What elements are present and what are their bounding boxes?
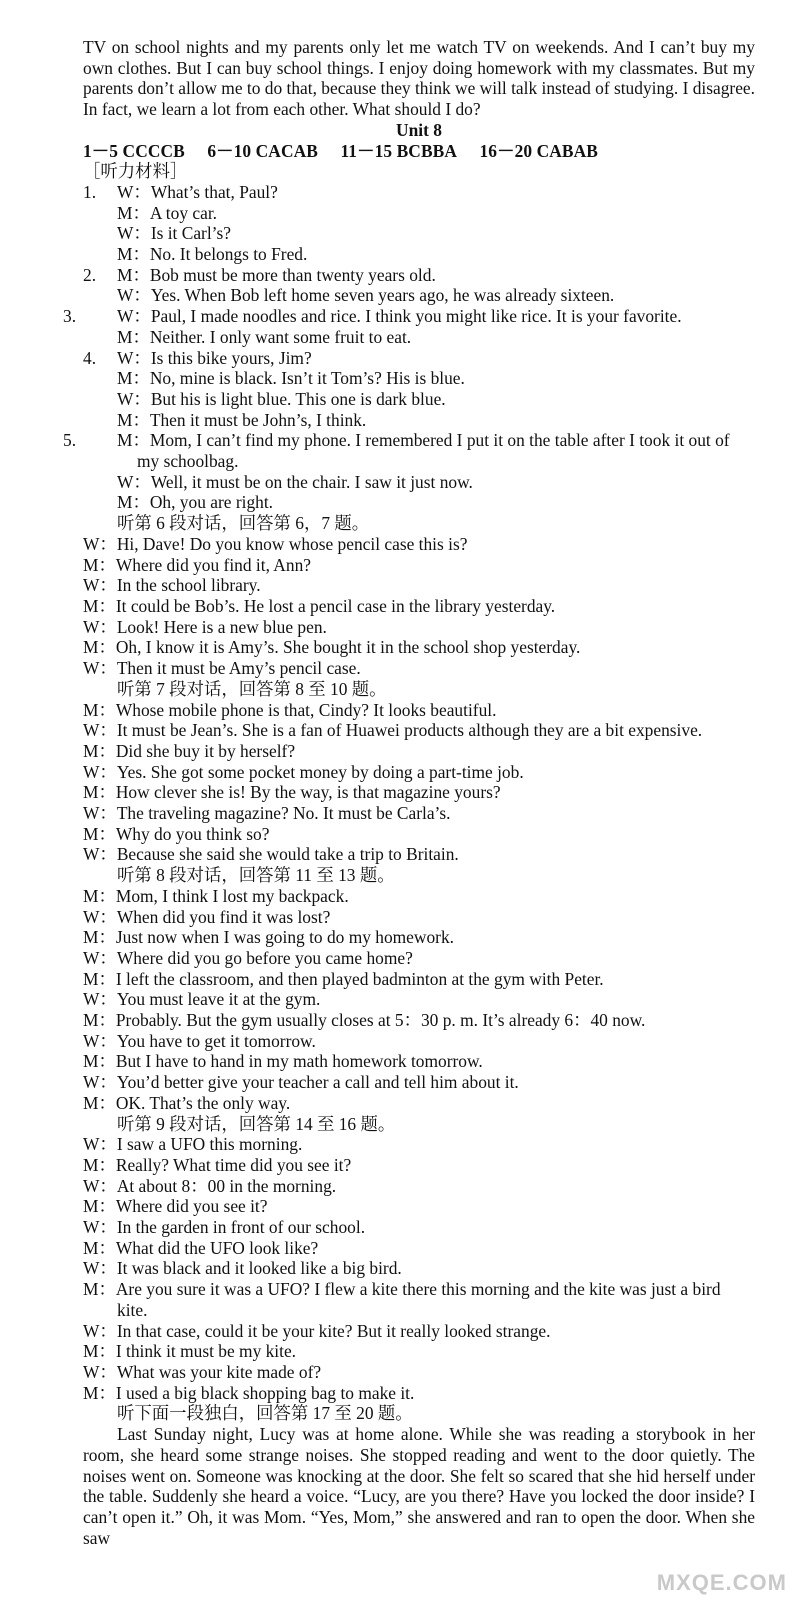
utterance: How clever she is! By the way, is that magazine yours? bbox=[115, 782, 501, 803]
dialogue-7 bbox=[83, 700, 755, 866]
speaker: M： bbox=[83, 1382, 116, 1403]
speaker: W： bbox=[117, 388, 151, 409]
utterance: A toy car. bbox=[149, 202, 217, 223]
speaker: M： bbox=[117, 409, 150, 430]
utterance: I think it must be my kite. bbox=[115, 1341, 297, 1362]
dialogue-line bbox=[83, 223, 755, 244]
dialogue-line bbox=[83, 637, 755, 658]
utterance: What did the UFO look like? bbox=[115, 1237, 319, 1258]
utterance: Yes. She got some pocket money by doing a part-time job. bbox=[116, 761, 524, 782]
dialogue-6 bbox=[83, 534, 755, 679]
utterance: Well, it must be on the chair. I saw it just now. bbox=[150, 471, 473, 492]
speaker: W： bbox=[83, 616, 117, 637]
dialogue-line bbox=[83, 534, 755, 555]
dialogue-line bbox=[83, 948, 755, 969]
utterance: It could be Bob’s. He lost a pencil case in the library yesterday. bbox=[115, 595, 556, 616]
speaker: W： bbox=[83, 947, 117, 968]
speaker: M： bbox=[83, 637, 116, 658]
speaker: W： bbox=[83, 533, 117, 554]
answer-group: 1－5 CCCCB bbox=[83, 140, 185, 161]
speaker: W： bbox=[83, 1134, 117, 1155]
dialogue-line bbox=[83, 927, 755, 948]
utterance: When did you find it was lost? bbox=[116, 906, 331, 927]
speaker: W： bbox=[83, 1030, 117, 1051]
dialogue-line bbox=[83, 1010, 755, 1031]
dialogue-line bbox=[83, 1258, 755, 1279]
dialogue-line bbox=[83, 700, 755, 721]
speaker: M： bbox=[83, 1051, 116, 1072]
speaker: M： bbox=[83, 1092, 116, 1113]
dialogue-line bbox=[83, 389, 755, 410]
dialogue-9 bbox=[83, 1134, 755, 1403]
utterance: It must be Jean’s. She is a fan of Huawei products although they are a bit expensive. bbox=[116, 720, 703, 741]
watermark: MXQE.COM bbox=[656, 1570, 787, 1596]
dialogue-line bbox=[83, 1093, 755, 1114]
dialogue-line: 3. W：Paul, I made noodles and rice. I think you might like rice. It is your favorite. bbox=[63, 306, 682, 327]
dialogue-line bbox=[83, 1238, 755, 1259]
dialogue-line bbox=[83, 575, 755, 596]
text-column bbox=[63, 37, 755, 1548]
utterance: Neither. I only want some fruit to eat. bbox=[149, 326, 412, 347]
dialogue-line bbox=[83, 617, 755, 638]
speaker: W： bbox=[83, 1320, 117, 1341]
speaker: M： bbox=[83, 699, 116, 720]
answer-key bbox=[83, 141, 755, 162]
utterance: But I have to hand in my math homework tomorrow. bbox=[115, 1051, 483, 1072]
dialogue-line bbox=[83, 492, 755, 513]
speaker: M： bbox=[83, 968, 116, 989]
utterance: Oh, I know it is Amy’s. She bought it in the school shop yesterday. bbox=[115, 637, 581, 658]
utterance: Is this bike yours, Jim? bbox=[150, 347, 312, 368]
utterance: Paul, I made noodles and rice. I think you might like rice. It is your favorite. bbox=[150, 306, 682, 327]
dialogue-line bbox=[83, 1279, 755, 1320]
dialogue-line bbox=[83, 1155, 755, 1176]
dialogue-line bbox=[83, 410, 755, 431]
speaker: W： bbox=[83, 1072, 117, 1093]
utterance: Are you sure it was a UFO? I flew a kite there this morning and the kite was just a bird kite. bbox=[115, 1279, 721, 1320]
monologue-paragraph: Last Sunday night, Lucy was at home alone. While she was reading a storybook in her room, she heard some strange noises. She stopped reading and went to the door quietly. The noises went on. Someone was knocking at the door. She felt so scared that she hid herself under the table. Suddenly she heard a voice. “Lucy, are you there? Have you locked the door inside? I can’t open it.” Oh, it was Mom. “Yes, Mom,” she answered and ran to open the door. When she saw bbox=[83, 1424, 755, 1548]
dialogue-line bbox=[83, 907, 755, 928]
speaker: W： bbox=[117, 471, 151, 492]
dialogue-line bbox=[83, 1362, 755, 1383]
utterance: I saw a UFO this morning. bbox=[116, 1134, 303, 1155]
utterance: The traveling magazine? No. It must be Carla’s. bbox=[116, 803, 451, 824]
intro-paragraph: TV on school nights and my parents only let me watch TV on weekends. And I can’t buy my own clothes. But I can buy school things. I enjoy doing homework with my classmates. But my parents don’t allow me to do that, because they think we will talk instead of studying. I disagree. In fact, we learn a lot from each other. What should I do? bbox=[83, 37, 755, 120]
speaker: W： bbox=[83, 575, 117, 596]
utterance: Oh, you are right. bbox=[149, 492, 274, 513]
dialogue-line bbox=[83, 368, 755, 389]
dialogue-line bbox=[83, 327, 755, 348]
answer-group: 11－15 BCBBA bbox=[340, 140, 458, 161]
dialogue-line bbox=[83, 1134, 755, 1155]
speaker: M： bbox=[83, 782, 116, 803]
dialogue-line bbox=[83, 844, 755, 865]
utterance: Because she said she would take a trip to Britain. bbox=[116, 844, 459, 865]
dialogue-line bbox=[83, 1341, 755, 1362]
speaker: M： bbox=[117, 368, 150, 389]
item-number: 4. bbox=[83, 347, 97, 368]
dialogue-line bbox=[83, 1072, 755, 1093]
speaker: M： bbox=[83, 885, 116, 906]
dialogue-line bbox=[83, 1217, 755, 1238]
utterance: In the garden in front of our school. bbox=[116, 1217, 366, 1238]
speaker: M： bbox=[117, 264, 150, 285]
answer-group: 6－10 CACAB bbox=[207, 140, 318, 161]
dialogue-line bbox=[83, 285, 755, 306]
dialogue-line bbox=[83, 803, 755, 824]
section-heading-monologue: 听下面一段独白，回答第 17 至 20 题。 bbox=[117, 1403, 413, 1424]
dialogue-line bbox=[83, 720, 755, 741]
speaker: M： bbox=[117, 430, 150, 451]
dialogue-line bbox=[83, 824, 755, 845]
dialogue-line bbox=[83, 969, 755, 990]
speaker: W： bbox=[83, 1175, 117, 1196]
dialogue-line bbox=[83, 555, 755, 576]
utterance: Where did you go before you came home? bbox=[116, 947, 413, 968]
speaker: M： bbox=[83, 1237, 116, 1258]
utterance: No, mine is black. Isn’t it Tom’s? His is blue. bbox=[149, 368, 465, 389]
utterance: But his is light blue. This one is dark blue. bbox=[150, 388, 446, 409]
speaker: M： bbox=[83, 554, 116, 575]
speaker: W： bbox=[83, 906, 117, 927]
utterance: What’s that, Paul? bbox=[150, 181, 278, 202]
utterance: What was your kite made of? bbox=[116, 1362, 322, 1382]
speaker: W： bbox=[117, 285, 151, 306]
dialogue-line bbox=[83, 244, 755, 265]
utterance: Where did you find it, Ann? bbox=[115, 554, 311, 575]
utterance: Then it must be John’s, I think. bbox=[149, 409, 367, 430]
speaker: M： bbox=[83, 740, 116, 761]
dialogue-line bbox=[83, 741, 755, 762]
unit-title: Unit 8 bbox=[396, 119, 442, 140]
speaker: W： bbox=[83, 803, 117, 824]
speaker: M： bbox=[83, 1154, 116, 1175]
dialogue-line bbox=[83, 182, 755, 203]
utterance: Mom, I think I lost my backpack. bbox=[115, 885, 349, 906]
speaker: M： bbox=[83, 927, 116, 948]
dialogue-line bbox=[83, 596, 755, 617]
utterance: Is it Carl’s? bbox=[150, 223, 231, 244]
dialogue-line bbox=[83, 762, 755, 783]
dialogue-line bbox=[83, 782, 755, 803]
utterance: Mom, I can’t find my phone. I remembered I put it on the table after I took it out of my schoolbag. bbox=[137, 430, 730, 472]
dialogue-line bbox=[83, 1051, 755, 1072]
dialogue-line bbox=[83, 1176, 755, 1197]
utterance: Yes. When Bob left home seven years ago, he was already sixteen. bbox=[150, 285, 615, 306]
speaker: W： bbox=[83, 720, 117, 741]
dialogue-line bbox=[83, 1196, 755, 1217]
speaker: W： bbox=[83, 844, 117, 865]
dialogue-8 bbox=[83, 886, 755, 1114]
utterance: Where did you see it? bbox=[115, 1196, 268, 1217]
dialogue-line bbox=[83, 886, 755, 907]
dialogue-line bbox=[83, 265, 755, 286]
utterance: Whose mobile phone is that, Cindy? It looks beautiful. bbox=[115, 699, 497, 720]
speaker: M： bbox=[83, 1196, 116, 1217]
dialogue-line bbox=[83, 348, 755, 369]
speaker: W： bbox=[117, 347, 151, 368]
utterance: I left the classroom, and then played badminton at the gym with Peter. bbox=[115, 968, 604, 989]
dialogue-line bbox=[83, 203, 755, 224]
speaker: M： bbox=[83, 595, 116, 616]
speaker: W： bbox=[83, 761, 117, 782]
utterance: At about 8：00 in the morning. bbox=[116, 1175, 337, 1196]
section-heading-dialogue-8: 听第 8 段对话，回答第 11 至 13 题。 bbox=[117, 865, 395, 886]
utterance: Bob must be more than twenty years old. bbox=[149, 264, 436, 285]
dialogue-line: 5. M：Mom, I can’t find my phone. I remembered I put it on the table after I took it out of my schoolbag. bbox=[63, 430, 730, 472]
utterance: Really? What time did you see it? bbox=[115, 1154, 352, 1175]
utterance: Just now when I was going to do my homework. bbox=[115, 927, 454, 948]
answer-group: 16－20 CABAB bbox=[479, 140, 598, 161]
section-heading-dialogue-9: 听第 9 段对话，回答第 14 至 16 题。 bbox=[117, 1113, 396, 1134]
speaker: W： bbox=[83, 1217, 117, 1238]
section-heading-dialogue-7: 听第 7 段对话，回答第 8 至 10 题。 bbox=[117, 678, 387, 699]
speaker: W： bbox=[83, 658, 117, 679]
utterance: OK. That’s the only way. bbox=[115, 1092, 291, 1113]
speaker: W： bbox=[83, 1258, 117, 1279]
item-number: 1. bbox=[83, 181, 97, 202]
utterance: I used a big black shopping bag to make it. bbox=[115, 1382, 415, 1403]
dialogue-line bbox=[83, 658, 755, 679]
speaker: W： bbox=[117, 181, 151, 202]
section-heading-dialogue-6: 听第 6 段对话，回答第 6，7 题。 bbox=[117, 513, 370, 534]
utterance: Look! Here is a new blue pen. bbox=[116, 616, 327, 637]
utterance: You have to get it tomorrow. bbox=[116, 1030, 316, 1051]
speaker: M： bbox=[117, 202, 150, 223]
utterance: You’d better give your teacher a call and tell him about it. bbox=[116, 1072, 519, 1093]
speaker: M： bbox=[117, 244, 150, 265]
utterance: In the school library. bbox=[116, 575, 261, 596]
numbered-dialogues bbox=[63, 181, 755, 513]
speaker: M： bbox=[83, 1341, 116, 1362]
utterance: Hi, Dave! Do you know whose pencil case this is? bbox=[116, 533, 468, 554]
utterance: Then it must be Amy’s pencil case. bbox=[116, 658, 361, 679]
utterance: Why do you think so? bbox=[115, 823, 270, 844]
speaker: M： bbox=[117, 326, 150, 347]
dialogue-line bbox=[83, 472, 755, 493]
speaker: W： bbox=[83, 989, 117, 1010]
utterance: Probably. But the gym usually closes at 5：30 p. m. It’s already 6：40 now. bbox=[115, 1010, 646, 1031]
utterance: It was black and it looked like a big bird. bbox=[116, 1258, 402, 1279]
utterance: Did she buy it by herself? bbox=[115, 740, 296, 761]
speaker: M： bbox=[83, 823, 116, 844]
utterance: No. It belongs to Fred. bbox=[149, 244, 308, 265]
speaker: M： bbox=[117, 492, 150, 513]
item-number: 2. bbox=[83, 264, 97, 285]
dialogue-line bbox=[83, 1031, 755, 1052]
speaker: W： bbox=[83, 1362, 117, 1382]
speaker: W： bbox=[117, 306, 151, 327]
dialogue-line bbox=[83, 1383, 755, 1404]
utterance: You must leave it at the gym. bbox=[116, 989, 321, 1010]
speaker: M： bbox=[83, 1010, 116, 1031]
listening-material-label: ［听力材料］ bbox=[83, 161, 188, 182]
speaker: W： bbox=[117, 223, 151, 244]
dialogue-line bbox=[83, 989, 755, 1010]
speaker: M： bbox=[83, 1279, 116, 1300]
utterance: In that case, could it be your kite? But it really looked strange. bbox=[116, 1320, 551, 1341]
dialogue-line bbox=[83, 1321, 755, 1342]
